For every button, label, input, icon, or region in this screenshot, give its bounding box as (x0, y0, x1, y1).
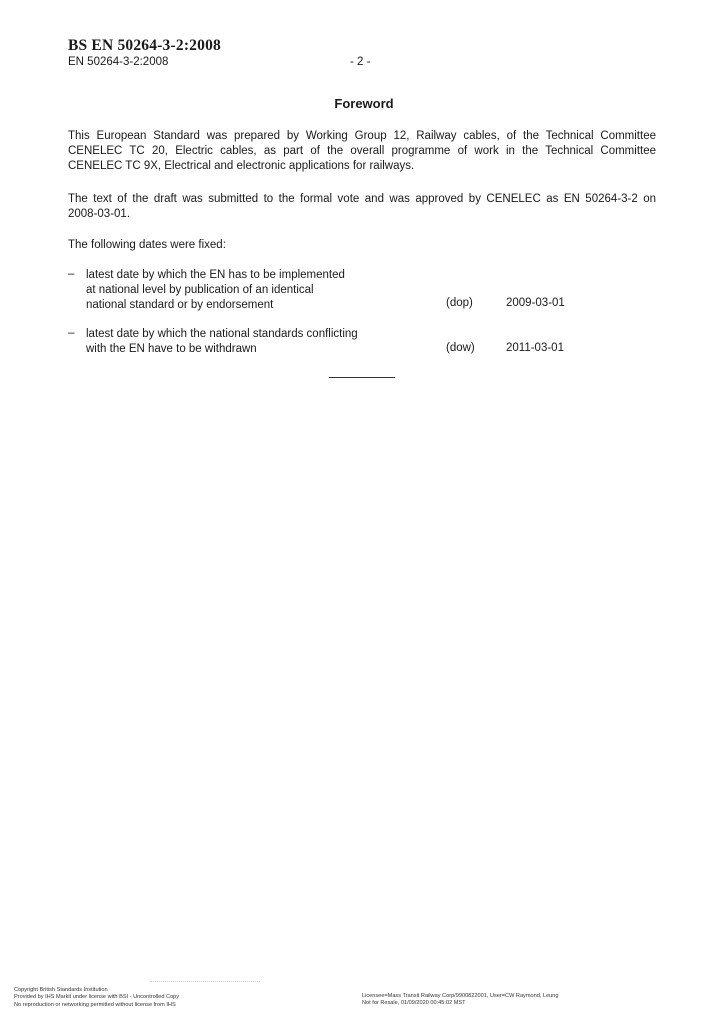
item-line: latest date by which the national standards conflicting (86, 328, 358, 340)
paragraph-line: This European Standard was prepared by Working Group 12, Railway cables, of the Technical Committee (68, 130, 656, 142)
foreword-paragraph-2 (68, 192, 656, 222)
footer-line: No reproduction or networking permitted without license from IHS (14, 1001, 176, 1008)
foreword-heading: Foreword (334, 96, 394, 111)
footer-line: Copyright British Standards Institution (14, 987, 108, 993)
footer-license (362, 993, 559, 1008)
item-line: with the EN have to be withdrawn (86, 342, 257, 355)
paragraph-line: CENELEC TC 20, Electric cables, as part of the overall programme of work in the Technical Committee (68, 144, 656, 157)
date-item-dow-text (86, 327, 416, 357)
paragraph-line: 2008-03-01. (68, 207, 131, 220)
footer-line: Provided by IHS Markit under license with BSI - Uncontrolled Copy (14, 994, 180, 1001)
date-value-dop: 2009-03-01 (506, 297, 565, 309)
footer-copyright (14, 987, 179, 1009)
footer-faint-rule (150, 981, 260, 982)
footer-line: Licensee=Mass Transit Railway Corp/9900822001, User=CW Raymond, Leung (362, 993, 559, 999)
item-line: at national level by publication of an identical (86, 283, 314, 296)
footer-line: Not for Resale, 01/09/2020 00:45:02 MST (362, 1000, 466, 1007)
end-rule (329, 377, 395, 378)
list-dash: – (68, 327, 75, 339)
paragraph-line: CENELEC TC 9X, Electrical and electronic applications for railways. (68, 159, 415, 172)
item-line: latest date by which the EN has to be implemented (86, 269, 345, 281)
foreword-paragraph-1 (68, 129, 656, 173)
date-abbr-dow: (dow) (446, 342, 475, 354)
list-dash: – (68, 268, 75, 280)
paragraph-line: The text of the draft was submitted to the formal vote and was approved by CENELEC as EN 50264-3-2 on (68, 193, 656, 205)
item-line: national standard or by endorsement (86, 298, 274, 311)
page-number: - 2 - (350, 56, 371, 68)
date-item-dop-text (86, 268, 416, 312)
standard-title: BS EN 50264-3-2:2008 (68, 37, 221, 54)
standard-code: EN 50264-3-2:2008 (68, 56, 169, 68)
date-abbr-dop: (dop) (446, 297, 473, 309)
foreword-paragraph-3: The following dates were fixed: (68, 239, 226, 251)
date-value-dow: 2011-03-01 (506, 342, 564, 354)
